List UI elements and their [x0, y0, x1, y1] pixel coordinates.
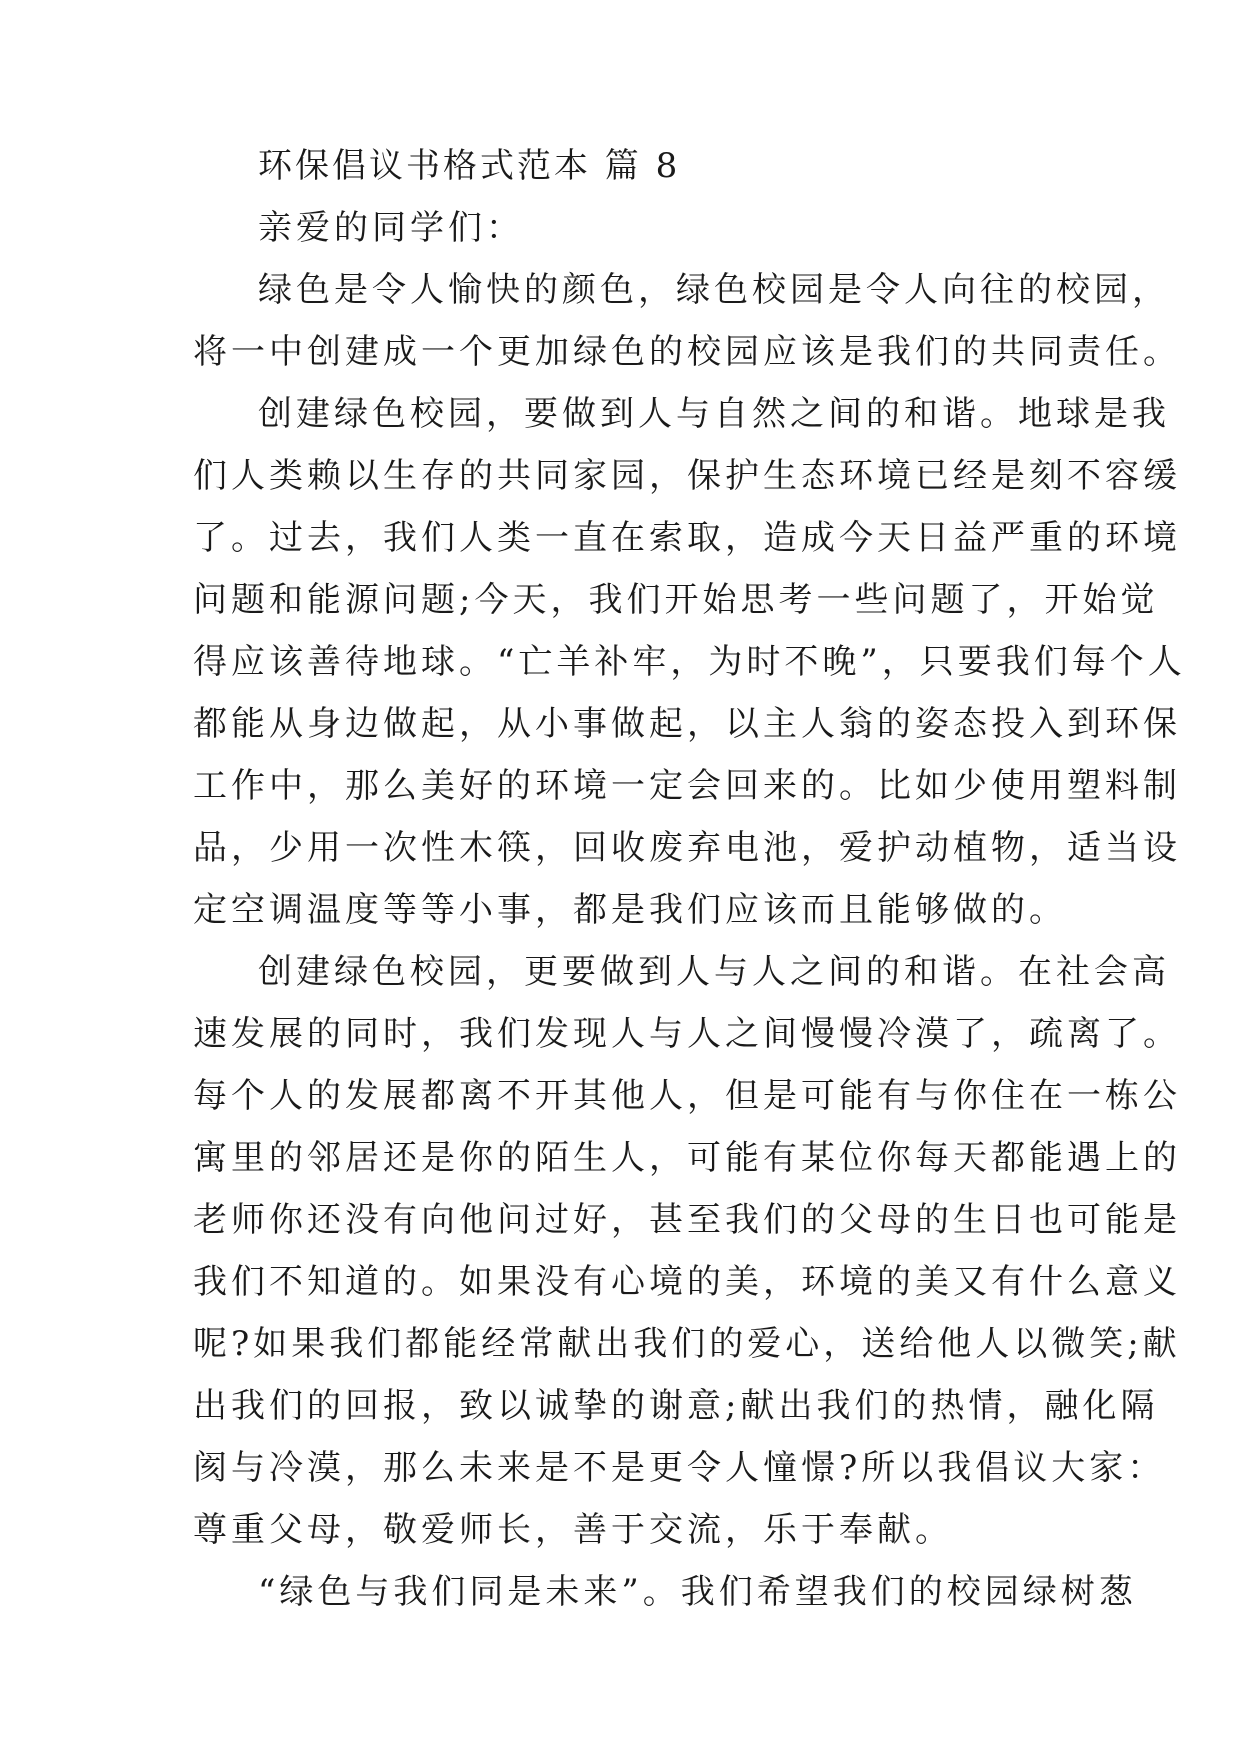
- paragraph-3-line-4: 寓里的邻居还是你的陌生人，可能有某位你每天都能遇上的: [193, 1138, 1181, 1178]
- paragraph-3-line-5: 老师你还没有向他问过好，甚至我们的父母的生日也可能是: [193, 1200, 1181, 1240]
- paragraph-2-line-8: 品，少用一次性木筷，回收废弃电池，爱护动植物，适当设: [193, 828, 1181, 868]
- paragraph-1-line-2: 将一中创建成一个更加绿色的校园应该是我们的共同责任。: [193, 332, 1181, 372]
- paragraph-3-line-1: 创建绿色校园，更要做到人与人之间的和谐。在社会高: [258, 952, 1170, 992]
- document-title: 环保倡议书格式范本 篇 8: [258, 146, 681, 186]
- paragraph-2-line-3: 了。过去，我们人类一直在索取，造成今天日益严重的环境: [193, 518, 1181, 558]
- paragraph-4-line-1: “绿色与我们同是未来”。我们希望我们的校园绿树葱: [258, 1572, 1137, 1612]
- paragraph-3-line-9: 阂与冷漠，那么未来是不是更令人憧憬?所以我倡议大家：: [193, 1448, 1166, 1488]
- paragraph-3-line-8: 出我们的回报，致以诚挚的谢意;献出我们的热情，融化隔: [193, 1386, 1159, 1426]
- paragraph-2-line-6: 都能从身边做起，从小事做起，以主人翁的姿态投入到环保: [193, 704, 1181, 744]
- paragraph-2-line-1: 创建绿色校园，要做到人与自然之间的和谐。地球是我: [258, 394, 1170, 434]
- paragraph-3-line-2: 速发展的同时，我们发现人与人之间慢慢冷漠了，疏离了。: [193, 1014, 1181, 1054]
- paragraph-3-line-3: 每个人的发展都离不开其他人，但是可能有与你住在一栋公: [193, 1076, 1181, 1116]
- salutation: 亲爱的同学们：: [258, 208, 524, 248]
- paragraph-2-line-7: 工作中，那么美好的环境一定会回来的。比如少使用塑料制: [193, 766, 1181, 806]
- paragraph-3-line-10: 尊重父母，敬爱师长，善于交流，乐于奉献。: [193, 1510, 953, 1550]
- paragraph-2-line-9: 定空调温度等等小事，都是我们应该而且能够做的。: [193, 890, 1067, 930]
- paragraph-2-line-4: 问题和能源问题;今天，我们开始思考一些问题了，开始觉: [193, 580, 1159, 620]
- paragraph-2-line-5: 得应该善待地球。“亡羊补牢，为时不晚”，只要我们每个人: [193, 642, 1186, 682]
- paragraph-2-line-2: 们人类赖以生存的共同家园，保护生态环境已经是刻不容缓: [193, 456, 1181, 496]
- paragraph-3-line-6: 我们不知道的。如果没有心境的美，环境的美又有什么意义: [193, 1262, 1181, 1302]
- paragraph-1-line-1: 绿色是令人愉快的颜色，绿色校园是令人向往的校园，: [258, 270, 1170, 310]
- paragraph-3-line-7: 呢?如果我们都能经常献出我们的爱心，送给他人以微笑;献: [193, 1324, 1181, 1364]
